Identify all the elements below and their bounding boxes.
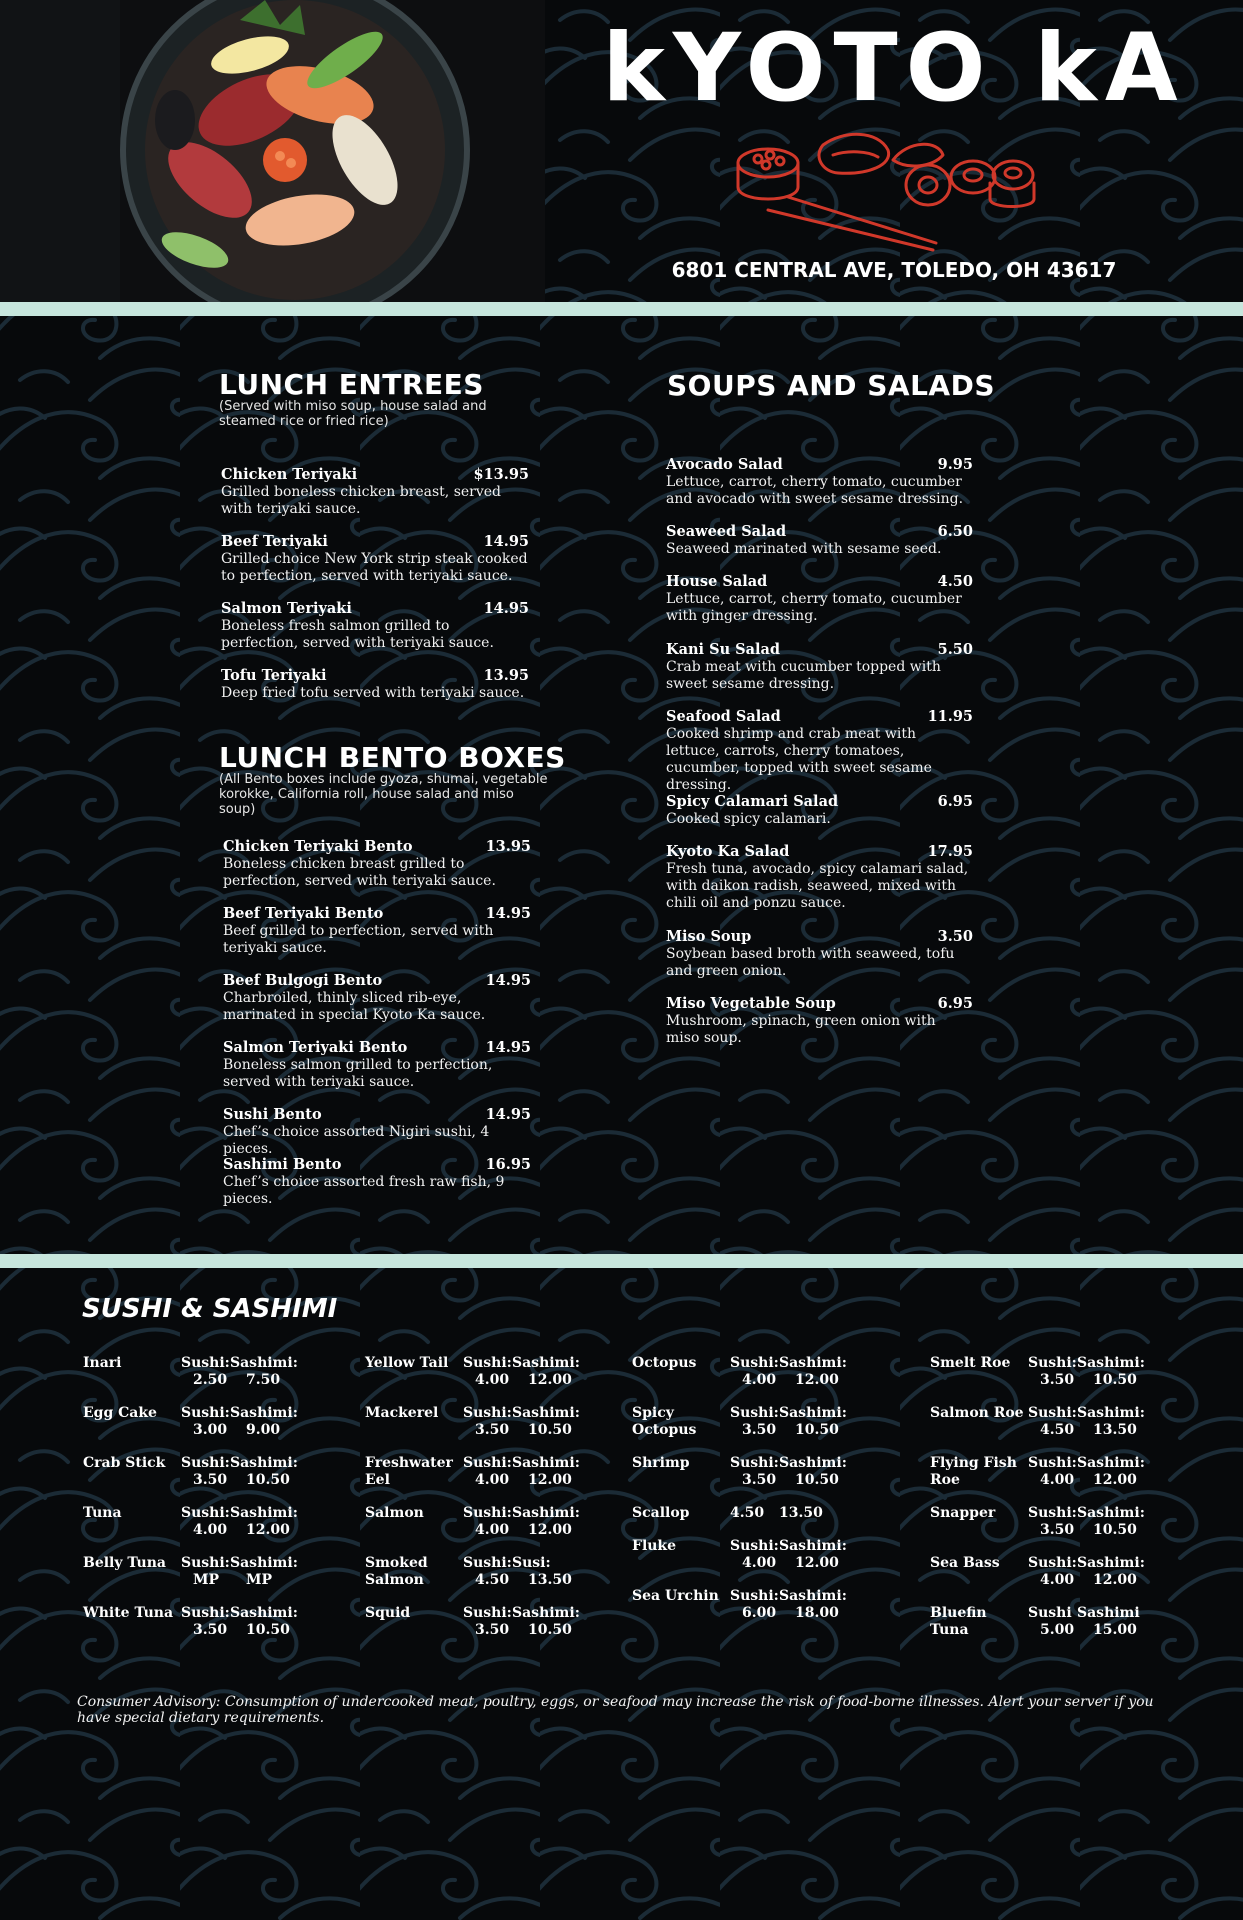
sushi-label: Sushi: [181,1355,230,1371]
item-description: Chef’s choice assorted fresh raw fish, 9 pieces. [223,1174,505,1207]
sushi-price: 3.50 [193,1472,228,1488]
divider-band-top [0,302,1243,316]
menu-item [666,928,973,980]
sushi-price: 3.50 [1040,1372,1075,1388]
item-description: Mushroom, spinach, green onion with miso soup. [666,1013,936,1046]
sushi-label: Sushi: [463,1605,512,1621]
restaurant-title: kYOTO kA [602,14,1186,123]
sushi-item [83,1355,323,1391]
sushi-price: 3.00 [193,1422,228,1438]
sushi-item [365,1355,605,1391]
item-name: Salmon Teriyaki Bento [223,1039,408,1056]
sushi-name: Smelt Roe [930,1355,1011,1371]
sashimi-label: Sashimi: [230,1455,298,1471]
item-name: Avocado Salad [666,456,783,473]
item-price: 14.95 [483,600,529,617]
sushi-item [83,1555,323,1591]
menu-item [223,1106,531,1158]
sushi-label: Sushi: [463,1555,512,1571]
soups-salads-title: SOUPS AND SALADS [667,369,995,402]
item-description: Crab meat with cucumber topped with sweet sesame dressing. [666,659,941,692]
sushi-label: Sushi: [463,1455,512,1471]
sashimi-label: Sashimi: [779,1405,847,1421]
sushi-name: Snapper [930,1505,996,1521]
sashimi-label: Sashimi: [779,1355,847,1371]
menu-item [223,1039,531,1091]
item-description: Seaweed marinated with sesame seed. [666,541,942,557]
item-price: 14.95 [485,1106,531,1123]
sushi-item [632,1588,872,1624]
sashimi-price: 12.00 [528,1522,572,1538]
item-description: Grilled choice New York strip steak cooked to perfection, served with teriyaki sauce. [221,551,528,584]
sushi-price: 2.50 [193,1372,228,1388]
sashimi-price: 12.00 [246,1522,290,1538]
sashimi-label: Sashimi: [1077,1505,1145,1521]
sushi-name: Yellow Tail [365,1355,449,1371]
sushi-label: Sushi: [730,1355,779,1371]
sashimi-label: 13.50 [779,1505,823,1521]
sushi-price: 6.00 [742,1605,777,1621]
item-name: Seafood Salad [666,708,781,725]
sushi-name: Tuna [83,1505,122,1521]
sushi-price: 4.00 [475,1472,510,1488]
sushi-label: Sushi: [1028,1405,1077,1421]
sushi-name: Octopus [632,1355,697,1371]
sushi-price: 4.00 [193,1522,228,1538]
menu-item [223,1156,531,1208]
item-name: Chicken Teriyaki [221,466,358,483]
item-price: 16.95 [485,1156,531,1173]
sushi-name: Freshwater Eel [365,1455,453,1488]
sashimi-price: 10.50 [795,1422,839,1438]
item-description: Chef’s choice assorted Nigiri sushi, 4 pieces. [223,1124,490,1157]
sushi-item [930,1555,1170,1591]
lunch-bento-note: (All Bento boxes include gyoza, shumai, vegetable korokke, California roll, house salad and miso soup) [219,772,548,817]
sushi-label: Sushi: [181,1405,230,1421]
menu-item [223,972,531,1024]
sashimi-price: 15.00 [1093,1622,1137,1638]
sashimi-label: Susi: [512,1555,551,1571]
sashimi-label: Sashimi: [512,1605,580,1621]
sushi-price: 4.50 [475,1572,510,1588]
sushi-price: 4.50 [1040,1422,1075,1438]
sashimi-price: 12.00 [795,1372,839,1388]
sushi-item [365,1455,605,1491]
sushi-label: Sushi: [1028,1505,1077,1521]
sushi-item [83,1405,323,1441]
sushi-price: 4.00 [742,1372,777,1388]
sushi-name: Crab Stick [83,1455,166,1471]
menu-item [221,533,529,585]
item-price: 13.95 [485,838,531,855]
item-price: 17.95 [927,843,973,860]
sashimi-price: 10.50 [528,1422,572,1438]
sashimi-price: 7.50 [246,1372,281,1388]
sashimi-label: Sashimi: [1077,1355,1145,1371]
item-name: Miso Soup [666,928,752,945]
menu-item [666,456,973,508]
sushi-price: 3.50 [475,1422,510,1438]
sushi-price: 3.50 [193,1622,228,1638]
sushi-label: Sushi: [1028,1455,1077,1471]
sushi-label: Sushi: [181,1555,230,1571]
sashimi-price: 12.00 [528,1372,572,1388]
sashimi-price: 13.50 [1093,1422,1137,1438]
item-price: 14.95 [485,1039,531,1056]
item-name: Beef Teriyaki Bento [223,905,384,922]
sushi-name: Salmon Roe [930,1405,1024,1421]
sashimi-price: 10.50 [246,1472,290,1488]
item-price: 6.95 [937,793,973,810]
sushi-label: Sushi: [181,1455,230,1471]
sashimi-price: 10.50 [246,1622,290,1638]
sushi-label: Sushi: [1028,1355,1077,1371]
sushi-price: 4.00 [1040,1572,1075,1588]
item-name: Sashimi Bento [223,1156,342,1173]
item-name: House Salad [666,573,768,590]
sushi-item [632,1455,872,1491]
sushi-name: Mackerel [365,1405,439,1421]
sashimi-price: 18.00 [795,1605,839,1621]
item-price: 14.95 [483,533,529,550]
item-description: Lettuce, carrot, cherry tomato, cucumber with ginger dressing. [666,591,962,624]
sashimi-price: 10.50 [795,1472,839,1488]
item-price: 14.95 [485,972,531,989]
sushi-item [632,1355,872,1391]
item-description: Boneless chicken breast grilled to perfection, served with teriyaki sauce. [223,856,496,889]
sushi-sashimi-title: SUSHI & SASHIMI [82,1294,338,1324]
item-description: Boneless salmon grilled to perfection, served with teriyaki sauce. [223,1057,493,1090]
sushi-label: 4.50 [730,1505,765,1521]
item-price: 6.95 [937,995,973,1012]
sushi-label: Sushi: [463,1405,512,1421]
item-name: Salmon Teriyaki [221,600,352,617]
sushi-name: Sea Urchin [632,1588,719,1604]
sashimi-label: Sashimi: [230,1505,298,1521]
sushi-label: Sushi: [730,1455,779,1471]
sushi-price: 3.50 [1040,1522,1075,1538]
sushi-item [365,1405,605,1441]
sashimi-label: Sashimi: [1077,1405,1145,1421]
sashimi-label: Sashimi: [779,1588,847,1604]
sashimi-label: Sashimi: [1077,1455,1145,1471]
sashimi-price: MP [246,1572,273,1588]
sushi-item [632,1405,872,1441]
sushi-item [930,1605,1170,1641]
item-description: Fresh tuna, avocado, spicy calamari salad, with daikon radish, seaweed, mixed with chili oil and ponzu sauce. [666,861,969,911]
item-name: Tofu Teriyaki [221,667,327,684]
sushi-name: Sea Bass [930,1555,1000,1571]
sushi-label: Sushi: [181,1605,230,1621]
sushi-item [83,1455,323,1491]
sashimi-price: 9.00 [246,1422,281,1438]
sushi-item [365,1505,605,1541]
sushi-price: 3.50 [475,1622,510,1638]
restaurant-address: 6801 CENTRAL AVE, TOLEDO, OH 43617 [671,258,1117,282]
item-price: 14.95 [485,905,531,922]
sushi-price: 3.50 [742,1472,777,1488]
sushi-label: Sushi [1028,1605,1072,1621]
sashimi-label: Sashimi: [512,1405,580,1421]
sashimi-label: Sashimi: [512,1355,580,1371]
item-name: Spicy Calamari Salad [666,793,839,810]
header [0,0,1243,302]
sushi-price: 4.00 [475,1522,510,1538]
sushi-label: Sushi: [463,1355,512,1371]
item-description: Deep fried tofu served with teriyaki sauce. [221,685,525,701]
item-name: Sushi Bento [223,1106,322,1123]
menu-item [666,843,973,912]
sashimi-price: 12.00 [528,1472,572,1488]
sashimi-label: Sashimi: [1077,1555,1145,1571]
sashimi-price: 10.50 [1093,1522,1137,1538]
item-description: Boneless fresh salmon grilled to perfection, served with teriyaki sauce. [221,618,494,651]
sushi-price: 4.00 [742,1555,777,1571]
sushi-name: Salmon [365,1505,424,1521]
sushi-name: Inari [83,1355,122,1371]
sushi-name: Egg Cake [83,1405,157,1421]
sashimi-price: 12.00 [1093,1472,1137,1488]
sushi-price: 5.00 [1040,1622,1075,1638]
item-description: Charbroiled, thinly sliced rib-eye, marinated in special Kyoto Ka sauce. [223,990,486,1023]
lunch-entrees-title: LUNCH ENTREES [219,368,484,401]
menu-item [221,667,529,702]
sashimi-label: Sashimi: [230,1405,298,1421]
sushi-item [83,1505,323,1541]
item-name: Miso Vegetable Soup [666,995,836,1012]
sushi-name: Spicy Octopus [632,1405,697,1438]
sushi-name: Fluke [632,1538,677,1554]
item-name: Beef Teriyaki [221,533,328,550]
sushi-item [930,1355,1170,1391]
sushi-illustration-icon [728,125,1038,255]
sashimi-bowl-photo [0,0,545,302]
menu-item [666,641,973,693]
sashimi-price: 12.00 [1093,1572,1137,1588]
sushi-item [83,1605,323,1641]
menu-item [221,600,529,652]
menu-item [666,708,973,794]
sushi-item [930,1405,1170,1441]
sushi-name: Flying Fish Roe [930,1455,1017,1488]
divider-band-bottom [0,1254,1243,1268]
sashimi-price: 10.50 [1093,1372,1137,1388]
sushi-item [632,1505,872,1541]
item-price: 3.50 [937,928,973,945]
sushi-label: Sushi: [730,1538,779,1554]
menu-item [666,523,973,558]
item-price: 9.95 [937,456,973,473]
sashimi-price: 10.50 [528,1622,572,1638]
sushi-name: Belly Tuna [83,1555,166,1571]
sushi-price: MP [193,1572,220,1588]
menu-item [223,838,531,890]
item-name: Kyoto Ka Salad [666,843,790,860]
item-description: Lettuce, carrot, cherry tomato, cucumber and avocado with sweet sesame dressing. [666,474,964,507]
item-description: Cooked shrimp and crab meat with lettuce, carrots, cherry tomatoes, cucumber, topped with sweet sesame dressing. [666,726,932,793]
item-price: $13.95 [473,466,529,483]
lunch-entrees-note: (Served with miso soup, house salad and steamed rice or fried rice) [219,399,487,429]
menu-item [666,995,973,1047]
item-name: Chicken Teriyaki Bento [223,838,413,855]
lunch-bento-title: LUNCH BENTO BOXES [219,741,566,774]
item-price: 6.50 [937,523,973,540]
sashimi-label: Sashimi: [230,1605,298,1621]
item-name: Seaweed Salad [666,523,787,540]
sushi-item [365,1605,605,1641]
item-description: Soybean based broth with seaweed, tofu and green onion. [666,946,955,979]
sushi-name: Shrimp [632,1455,690,1471]
sashimi-label: Sashimi: [230,1555,298,1571]
item-price: 4.50 [937,573,973,590]
sashimi-label: Sashimi: [230,1355,298,1371]
sashimi-label: Sashimi: [779,1455,847,1471]
item-description: Beef grilled to perfection, served with teriyaki sauce. [223,923,494,956]
sushi-label: Sushi: [1028,1555,1077,1571]
sushi-label: Sushi: [730,1588,779,1604]
sashimi-price: 12.00 [795,1555,839,1571]
item-price: 5.50 [937,641,973,658]
menu-item [221,466,529,518]
sushi-price: 3.50 [742,1422,777,1438]
item-price: 11.95 [927,708,973,725]
item-description: Grilled boneless chicken breast, served with teriyaki sauce. [221,484,502,517]
sushi-name: White Tuna [83,1605,174,1621]
sushi-name: Scallop [632,1505,690,1521]
item-name: Beef Bulgogi Bento [223,972,383,989]
sushi-name: Bluefin Tuna [930,1605,987,1638]
sushi-item [930,1505,1170,1541]
sushi-label: Sushi: [730,1405,779,1421]
menu-item [223,905,531,957]
item-name: Kani Su Salad [666,641,781,658]
consumer-advisory: Consumer Advisory: Consumption of undercooked meat, poultry, eggs, or seafood may increase the risk of food-borne illnesses. Alert your server if you have special dietary requirements. [77,1694,1154,1726]
sushi-item [930,1455,1170,1491]
menu-item [666,573,973,625]
item-price: 13.95 [483,667,529,684]
sashimi-label: Sashimi [1077,1605,1140,1621]
sashimi-label: Sashimi: [512,1455,580,1471]
sushi-name: Smoked Salmon [365,1555,428,1588]
sashimi-label: Sashimi: [779,1538,847,1554]
sushi-label: Sushi: [181,1505,230,1521]
sushi-item [365,1555,605,1591]
menu-item [666,793,973,828]
sushi-price: 4.00 [475,1372,510,1388]
sashimi-label: Sashimi: [512,1505,580,1521]
sushi-price: 4.00 [1040,1472,1075,1488]
sushi-item [632,1538,872,1574]
item-description: Cooked spicy calamari. [666,811,831,827]
sushi-label: Sushi: [463,1505,512,1521]
sashimi-price: 13.50 [528,1572,572,1588]
sushi-name: Squid [365,1605,411,1621]
